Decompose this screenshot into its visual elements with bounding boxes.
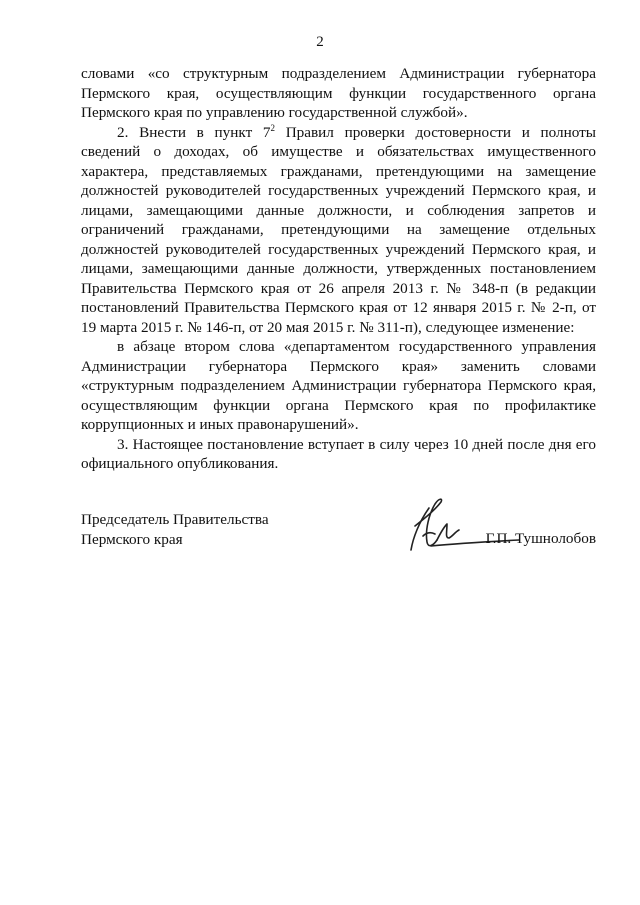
signature-block — [81, 510, 596, 570]
paragraph-amendment: в абзаце втором слова «департаментом государственного управления Администрации губернатора Пермского края» заменить словами «структурным подразделением Администрации губернатора Пермского края, осуществляющим функции органа Пермского края по профилактике коррупционных и иных правонарушений». — [81, 338, 596, 433]
paragraph-item-2-superscript: 2 — [270, 122, 275, 133]
signer-position-line-2: Пермского края — [81, 530, 183, 548]
paragraph-item-3: 3. Настоящее постановление вступает в силу через 10 дней после дня его официального опубликования. — [81, 435, 596, 472]
paragraph-item-2-rest: Правил проверки достоверности и полноты сведений о доходах, об имуществе и обязательствах имущественного характера, представляемых гражданами, претендующими на замещение должностей руководителей государственных учреждений Пермского края, и лицами, замещающими данные должности, и соблюдения запретов и ограничений гражданами, претендующими на замещение отдельных должностей руководителей государственных учреждений Пермского края, и лицами, замещающими данные должности, утвержденных постановлением Правительства Пермского края от 26 апреля 2013 г. № 348-п (в редакции постановлений Правительства Пермского края от 12 января 2015 г. № 2-п, от 19 марта 2015 г. № 146-п, от 20 мая 2015 г. № 311-п), следующее изменение: — [81, 123, 596, 336]
paragraph-item-2 — [81, 123, 596, 338]
signer-position — [81, 510, 269, 549]
page-number: 2 — [316, 34, 324, 50]
paragraph-continuation: словами «со структурным подразделением Администрации губернатора Пермского края, осуществляющим функции государственного органа Пермского края по управлению государственной службой». — [81, 65, 596, 121]
document-body — [81, 64, 596, 474]
signer-position-line-1: Председатель Правительства — [81, 511, 269, 528]
paragraph-item-2-start: 2. Внести в пункт 7 — [117, 123, 271, 141]
signer-name: Г.П. Тушнолобов — [485, 530, 596, 547]
